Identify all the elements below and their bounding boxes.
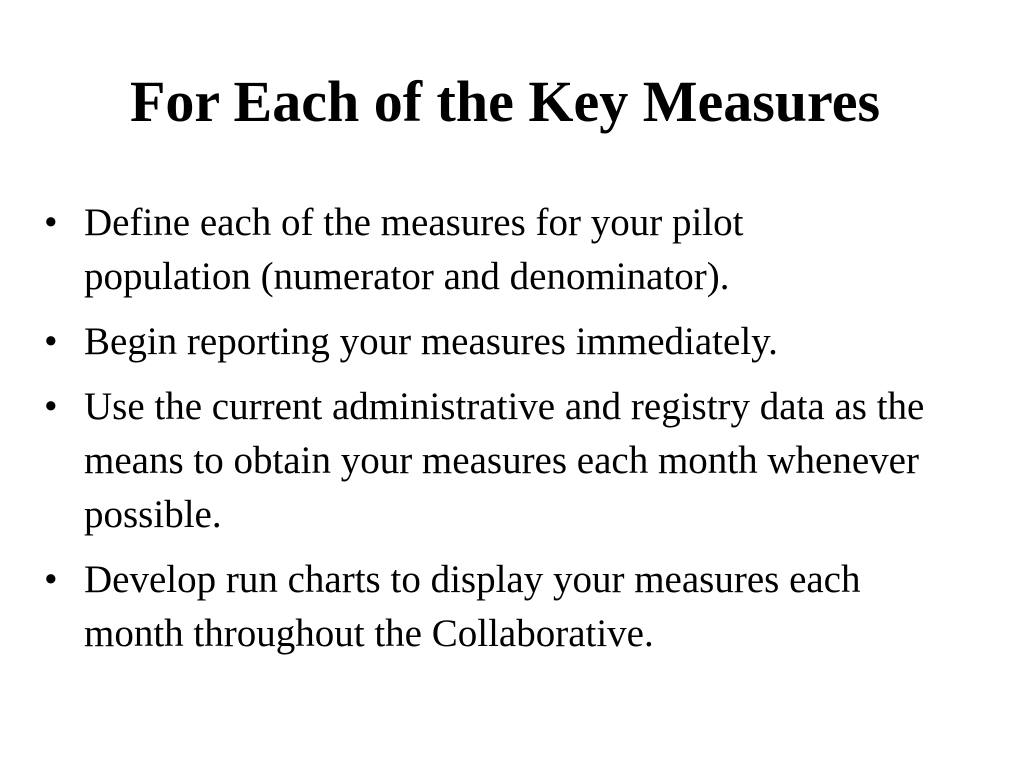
bullet-text: Define each of the measures for your pilot population (numerator and denominator). (84, 201, 744, 298)
bullet-list (40, 196, 980, 672)
bullet-icon: • (44, 201, 58, 244)
bullet-icon: • (44, 558, 58, 601)
bullet-text: Use the current administrative and registry data as the means to obtain your measures each month whenever possible. (84, 385, 925, 536)
bullet-item-begin-reporting (40, 315, 980, 369)
slide-title: For Each of the Key Measures (129, 69, 881, 134)
bullet-text: Begin reporting your measures immediately. (84, 320, 778, 363)
bullet-icon: • (44, 320, 58, 363)
bullet-icon: • (44, 385, 58, 428)
bullet-item-develop-run-charts (40, 553, 934, 661)
bullet-text: Develop run charts to display your measures each month throughout the Collaborative. (84, 558, 861, 655)
bullet-item-define-measures (40, 196, 884, 304)
bullet-item-use-current-data (40, 380, 980, 542)
